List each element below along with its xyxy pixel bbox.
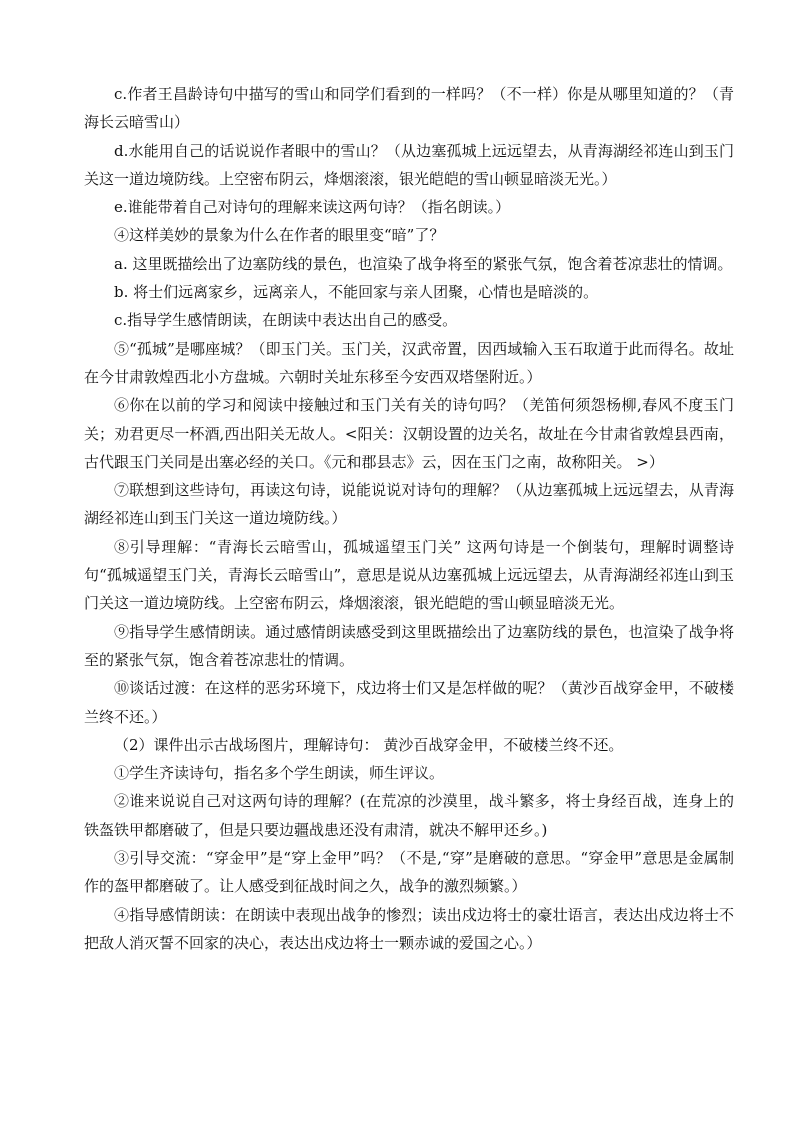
paragraph: a. 这里既描绘出了边塞防线的景色，也渲染了战争将至的紧张气氛，饱含着苍凉悲壮的情调。 [114,254,733,273]
section-heading: （2）课件出示古战场图片，理解诗句： 黄沙百战穿金甲，不破楼兰终不还。 [114,735,624,754]
paragraph: ②谁来说说自己对这两句诗的理解？(在荒凉的沙漠里，战斗繁多，将士身经百战，连身上的铁盔铁甲都磨破了，但是只要边疆战患还没有肃清，就决不解甲还乡。) [84,792,734,839]
paragraph: e.谁能带着自己对诗句的理解来读这两句诗？（指名朗读。） [114,198,511,217]
paragraph: ⑨指导学生感情朗读。通过感情朗读感受到这里既描绘出了边塞防线的景色，也渲染了战争将至的紧张气氛，饱含着苍凉悲壮的情调。 [84,622,734,669]
paragraph: ⑥你在以前的学习和阅读中接触过和玉门关有关的诗句吗？（羌笛何须怨杨柳,春风不度玉门关；劝君更尽一杯酒,西出阳关无故人。<阳关：汉朝设置的边关名，故址在今甘肃省敦煌县西南，古代跟玉门关同是出塞必经的关口。《元和郡县志》云，因在玉门之南，故称阳关。 >） [84,396,734,471]
paragraph: c.指导学生感情朗读，在朗读中表达出自己的感受。 [114,311,458,330]
document-body [84,80,734,957]
paragraph: ⑦联想到这些诗句，再读这句诗，说能说说对诗句的理解？（从边塞孤城上远远望去，从青海湖经祁连山到玉门关这一道边境防线。） [84,481,734,528]
paragraph: ⑤“孤城”是哪座城？（即玉门关。玉门关，汉武帝置，因西域输入玉石取道于此而得名。故址在今甘肃敦煌西北小方盘城。六朝时关址东移至今安西双塔堡附近。） [84,339,734,386]
paragraph: ①学生齐读诗句，指名多个学生朗读，师生评议。 [114,764,445,783]
paragraph: ③引导交流：“穿金甲”是“穿上金甲”吗？（不是,“穿”是磨破的意思。“穿金甲”意思是金属制作的盔甲都磨破了。让人感受到征战时间之久，战争的激烈频繁。） [84,849,734,896]
paragraph: ⑩谈话过渡：在这样的恶劣环境下，戍边将士们又是怎样做的呢？（黄沙百战穿金甲，不破楼兰终不还。） [84,679,734,726]
paragraph: ④指导感情朗读：在朗读中表现出战争的惨烈；读出戍边将士的豪壮语言，表达出戍边将士不把敌人消灭誓不回家的决心，表达出戍边将士一颗赤诚的爱国之心。） [84,905,734,952]
paragraph: ④这样美妙的景象为什么在作者的眼里变“暗”了？ [114,226,445,245]
paragraph: d.水能用自己的话说说作者眼中的雪山？（从边塞孤城上远远望去，从青海湖经祁连山到玉门关这一道边境防线。上空密布阴云，烽烟滚滚，银光皑皑的雪山顿显暗淡无光。） [84,141,734,188]
paragraph: ⑧引导理解：“青海长云暗雪山，孤城遥望玉门关” 这两句诗是一个倒装句，理解时调整诗句“孤城遥望玉门关，青海长云暗雪山”，意思是说从边塞孤城上远远望去，从青海湖经祁连山到玉门关这一道边境防线。上空密布阴云，烽烟滚滚，银光皑皑的雪山顿显暗淡无光。 [84,537,734,613]
paragraph: b. 将士们远离家乡，远离亲人，不能回家与亲人团聚，心情也是暗淡的。 [114,283,599,302]
paragraph: c.作者王昌龄诗句中描写的雪山和同学们看到的一样吗？（不一样）你是从哪里知道的？（青海长云暗雪山） [84,85,734,132]
